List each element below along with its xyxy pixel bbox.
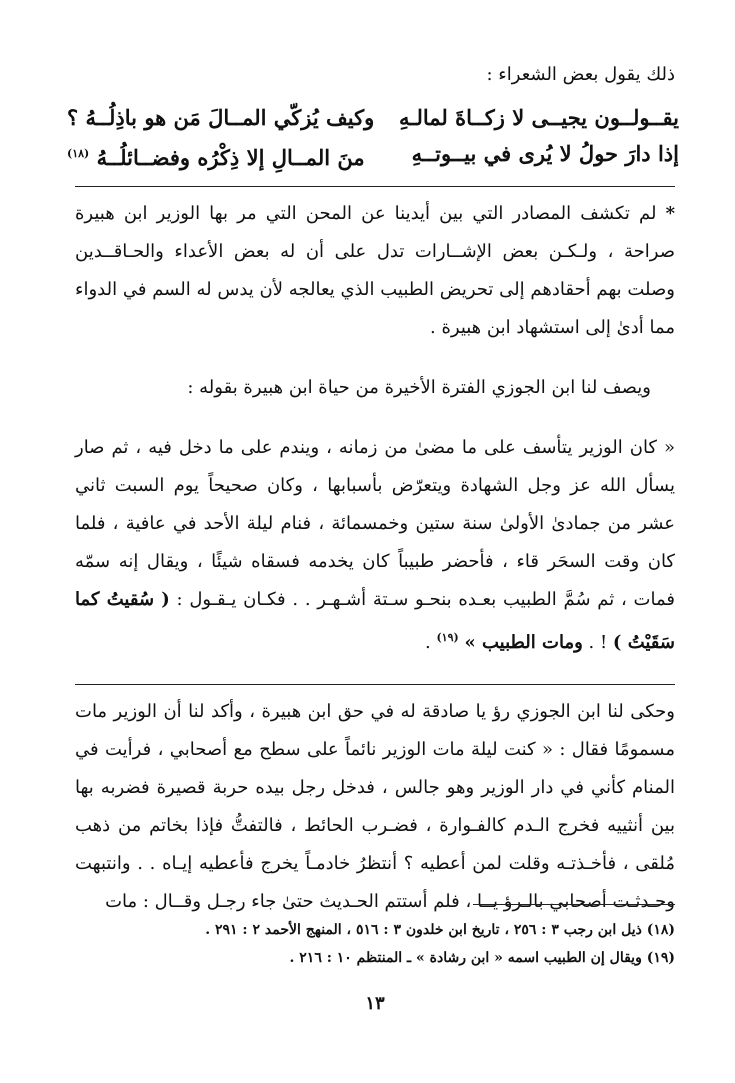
asterisk-marker: * bbox=[665, 203, 675, 224]
footnote-18: (١٨) ذيل ابن رجب ٣ : ٢٥٦ ، تاريخ ابن خلدون ٣ : ٥١٦ ، المنهج الأحمد ٢ : ٢٩١ . bbox=[205, 922, 675, 938]
paragraph-1-text: لم تكشف المصادر التي بين أيدينا عن المحن التي مر بها الوزير ابن هبيرة صراحة ، ولـكـن بعض الإشــارات تدل على أن له بعض الأعداء والحـاقــدين وصلت بهم أحقادهم إلى تحريض الطبيب الذي يعالجه لأن يدس له السم في الدواء مما أدىٰ إلى استشهاد ابن هبيرة . bbox=[75, 203, 675, 338]
quote-tail: ! . bbox=[582, 632, 613, 653]
paragraph-2-block bbox=[75, 684, 675, 921]
quote-paragraph bbox=[75, 429, 675, 662]
page-number: ١٣ bbox=[365, 993, 385, 1014]
footnote-19: (١٩) ويقال إن الطبيب اسمه « ابن رشادة » ـ المنتظم ١٠ : ٢١٦ . bbox=[289, 950, 675, 966]
poem-verse bbox=[67, 100, 679, 136]
quote-bold-phrase: ( سُقيتُ كما سَقَيْتُ ) bbox=[75, 589, 675, 653]
paragraph-2: وحكى لنا ابن الجوزي رؤ يا صادقة له في حق ابن هبيرة ، وأكد لنا أن الوزير مات مسمومًا فقال : « كنت ليلة مات الوزير نائماً على سطح مع أصحابي ، فرأيت في المنام كأني في دار الوزير وهو جالس ، فدخل رجل بيده حربة قصيرة فضربه بها بين أنثييه فخرج الـدم كالفـوارة ، فضـرب الحائط ، فالتفتُّ فإذا بخاتم من ذهب مُلقى ، فأخـذتـه وقلت لمن أعطيه ؟ أنتظرُ خادمـاً يخرج فأعطيه إيـاه . . وانتبهت وحـدثـت أصحابي بالـرؤ يــا ، فلم أستتم الحـديث حتىٰ جاء رجـل وقــال : مات bbox=[75, 684, 675, 921]
verse-hemistich-text: منَ المــالِ إلا ذِكْرُه وفضــائلُــهُ bbox=[96, 145, 365, 170]
poem-verse bbox=[67, 136, 679, 176]
verse-hemistich-left: وكيف يُزكّي المــالَ مَن هو باذِلُــهُ ؟ bbox=[67, 105, 375, 130]
intro-line: ذلك يقول بعض الشعراء : bbox=[486, 64, 675, 85]
quote-text: « كان الوزير يتأسف على ما مضىٰ من زمانه ، ويندم على ما دخل فيه ، ثم صار يسأل الله عز وجل الشهادة ويتعرّض بأسبابها ، وكان صحيحاً يوم السبت ثاني عشر من جمادىٰ الأولىٰ سنة ستين وخمسمائة ، فنام ليلة الأحد في عافية ، فلما كان وقت السحَر قاء ، فأحضر طبيباً كان يخدمه فسقاه شيئًا ، ويقال إنه سمّه فمات ، ثم سُمَّ الطبيب بعـده بنحـو سـتة أشـهـر . . فكـان يـقـول : bbox=[75, 437, 675, 610]
verse-hemistich-left bbox=[67, 136, 365, 176]
quote-intro: ويصف لنا ابن الجوزي الفترة الأخيرة من حياة ابن هبيرة بقوله : bbox=[187, 377, 651, 398]
footnote-ref-19: (١٩) bbox=[436, 631, 459, 644]
footnote-separator bbox=[473, 904, 675, 905]
poem bbox=[67, 100, 679, 176]
paragraph-1 bbox=[75, 195, 675, 347]
quote-end: . bbox=[425, 632, 437, 653]
footnote-ref-18: (١٨) bbox=[67, 147, 90, 160]
verse-hemistich-right: يقــولــون يجيــى لا زكــاةَ لمالـهِ bbox=[399, 105, 679, 130]
section-divider bbox=[75, 186, 675, 187]
footnotes bbox=[75, 916, 675, 972]
verse-hemistich-right: إذا دارَ حولُ لا يُرى في بيــوتــهِ bbox=[411, 141, 679, 166]
quote-end-bold: ومات الطبيب » bbox=[464, 632, 583, 653]
book-page bbox=[67, 58, 679, 1083]
